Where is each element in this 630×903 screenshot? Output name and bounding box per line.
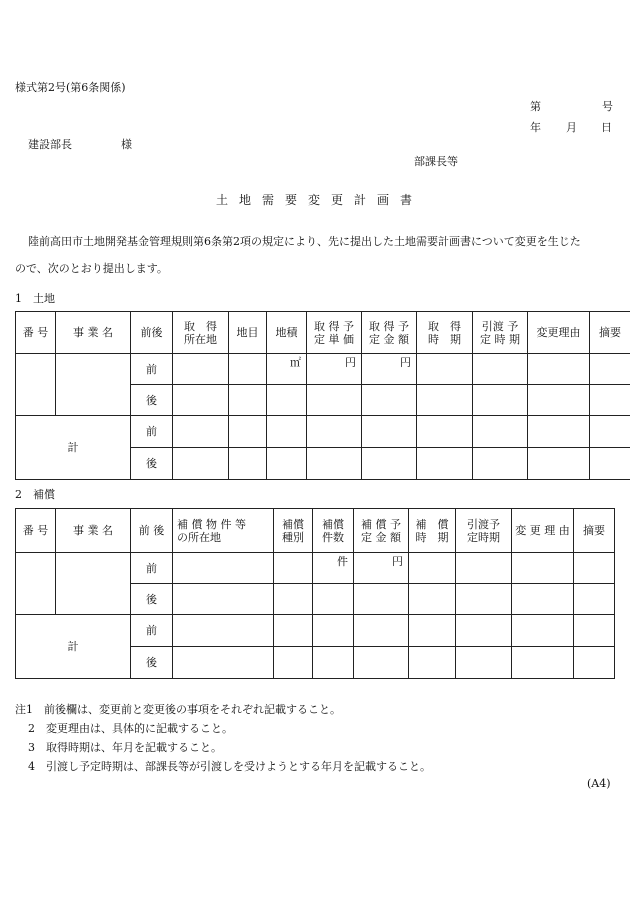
compensation-total-before [16,615,615,647]
header-location: 補 償 物 件 等 の所在地 [173,509,274,553]
cell-count[interactable] [313,647,354,679]
header-amount: 補 償 予 定 金 額 [354,509,409,553]
cell-period[interactable] [409,553,456,584]
cell-number[interactable] [16,354,56,416]
unit-area: ㎡ [290,356,301,369]
row-label-total: 計 [16,615,131,679]
cell-transfer[interactable] [473,416,528,448]
compensation-table [15,508,615,679]
row-label-after: 後 [131,647,173,679]
cell-transfer[interactable] [473,354,528,385]
unit-unit-price: 円 [345,356,356,369]
cell-remarks[interactable] [574,615,615,647]
form-label: 様式第2号(第6条関係) [15,81,126,94]
cell-amount[interactable] [354,647,409,679]
row-label-before: 前 [131,354,173,385]
cell-remarks[interactable] [574,584,615,615]
note-3: 3 取得時期は、年月を記載すること。 [28,741,222,754]
cell-amount[interactable] [362,448,417,480]
row-label-after: 後 [131,448,173,480]
cell-period[interactable] [417,385,473,416]
cell-land-type[interactable] [229,448,267,480]
cell-reason[interactable] [512,553,574,584]
cell-amount[interactable] [362,385,417,416]
cell-reason[interactable] [512,647,574,679]
intro-line-2: ので、次のとおり提出します。 [15,262,168,275]
intro-line-1: 陸前高田市土地開発基金管理規則第6条第2項の規定により、先に提出した土地需要計画書について変更を生じた [28,235,581,248]
cell-transfer[interactable] [456,553,512,584]
header-location: 取 得 所在地 [173,312,229,354]
header-period: 取 得 時 期 [417,312,473,354]
header-reason: 変更理由 [528,312,590,354]
header-period: 補 償 時 期 [409,509,456,553]
cell-transfer[interactable] [456,647,512,679]
header-transfer: 引渡予 定時期 [456,509,512,553]
cell-land-type[interactable] [229,354,267,385]
cell-remarks[interactable] [590,354,630,385]
cell-amount[interactable] [354,584,409,615]
note-1: 注1 前後欄は、変更前と変更後の事項をそれぞれ記載すること。 [15,703,341,716]
land-total-before [16,416,630,448]
header-count: 補償 件数 [313,509,354,553]
row-label-before: 前 [131,553,173,584]
recipient-honorific: 様 [121,138,132,151]
row-label-before: 前 [131,615,173,647]
number-suffix: 号 [602,100,613,113]
section-1-heading: 1 土地 [15,292,55,305]
date-day: 日 [601,121,612,134]
cell-reason[interactable] [528,354,590,385]
cell-area[interactable] [267,448,307,480]
sender: 部課長等 [414,155,458,168]
cell-number[interactable] [16,553,56,615]
cell-kind[interactable] [274,615,313,647]
cell-location[interactable] [173,385,229,416]
cell-location[interactable] [173,354,229,385]
header-project: 事 業 名 [56,312,131,354]
cell-unit-price[interactable] [307,385,362,416]
cell-transfer[interactable] [473,385,528,416]
cell-unit-price[interactable] [307,354,362,385]
cell-location[interactable] [173,416,229,448]
header-reason: 変 更 理 由 [512,509,574,553]
cell-amount[interactable] [354,615,409,647]
land-header-row [16,312,630,354]
document-title: 土地需要変更計画書 [216,193,424,207]
cell-kind[interactable] [274,553,313,584]
paper-size-label: (A4) [587,777,611,790]
cell-amount[interactable] [362,354,417,385]
header-unit-price: 取 得 予 定 単 価 [307,312,362,354]
cell-unit-price[interactable] [307,416,362,448]
unit-amount: 円 [400,356,411,369]
header-area: 地積 [267,312,307,354]
cell-count[interactable] [313,615,354,647]
cell-unit-price[interactable] [307,448,362,480]
header-before-after: 前 後 [131,509,173,553]
cell-remarks[interactable] [574,647,615,679]
cell-period[interactable] [409,584,456,615]
cell-area[interactable] [267,354,307,385]
unit-count: 件 [337,555,348,568]
cell-remarks[interactable] [574,553,615,584]
cell-transfer[interactable] [456,584,512,615]
cell-count[interactable] [313,553,354,584]
cell-period[interactable] [409,615,456,647]
cell-reason[interactable] [512,584,574,615]
cell-kind[interactable] [274,584,313,615]
cell-count[interactable] [313,584,354,615]
cell-area[interactable] [267,385,307,416]
cell-location[interactable] [173,647,274,679]
cell-location[interactable] [173,615,274,647]
cell-location[interactable] [173,584,274,615]
note-4: 4 引渡し予定時期は、部課長等が引渡しを受けようとする年月を記載すること。 [28,760,431,773]
unit-amount: 円 [392,555,403,568]
cell-reason[interactable] [528,448,590,480]
cell-amount[interactable] [362,416,417,448]
row-label-total: 計 [16,416,131,480]
header-number: 番 号 [16,312,56,354]
cell-project[interactable] [56,354,131,416]
land-table [15,311,630,480]
header-before-after: 前後 [131,312,173,354]
cell-period[interactable] [417,448,473,480]
row-label-after: 後 [131,385,173,416]
cell-period[interactable] [409,647,456,679]
header-remarks: 摘要 [574,509,615,553]
recipient-title: 建設部長 [28,138,72,151]
cell-period[interactable] [417,354,473,385]
cell-location[interactable] [173,448,229,480]
cell-kind[interactable] [274,647,313,679]
section-2-heading: 2 補償 [15,488,55,501]
compensation-row-before [16,553,615,584]
header-remarks: 摘要 [590,312,630,354]
date-month: 月 [566,121,577,134]
note-2: 2 変更理由は、具体的に記載すること。 [28,722,233,735]
cell-land-type[interactable] [229,385,267,416]
cell-land-type[interactable] [229,416,267,448]
cell-amount[interactable] [354,553,409,584]
header-land-type: 地目 [229,312,267,354]
header-project: 事 業 名 [56,509,131,553]
cell-remarks[interactable] [590,448,630,480]
header-kind: 補償 種別 [274,509,313,553]
compensation-header-row [16,509,615,553]
row-label-after: 後 [131,584,173,615]
header-number: 番 号 [16,509,56,553]
cell-transfer[interactable] [473,448,528,480]
cell-project[interactable] [56,553,131,615]
cell-transfer[interactable] [456,615,512,647]
date-year: 年 [530,121,541,134]
cell-area[interactable] [267,416,307,448]
land-row-before [16,354,630,385]
header-transfer: 引渡 予 定 時 期 [473,312,528,354]
cell-reason[interactable] [528,385,590,416]
cell-remarks[interactable] [590,385,630,416]
cell-reason[interactable] [528,416,590,448]
cell-location[interactable] [173,553,274,584]
cell-reason[interactable] [512,615,574,647]
row-label-before: 前 [131,416,173,448]
number-prefix: 第 [530,100,541,113]
cell-remarks[interactable] [590,416,630,448]
header-amount: 取 得 予 定 金 額 [362,312,417,354]
cell-period[interactable] [417,416,473,448]
